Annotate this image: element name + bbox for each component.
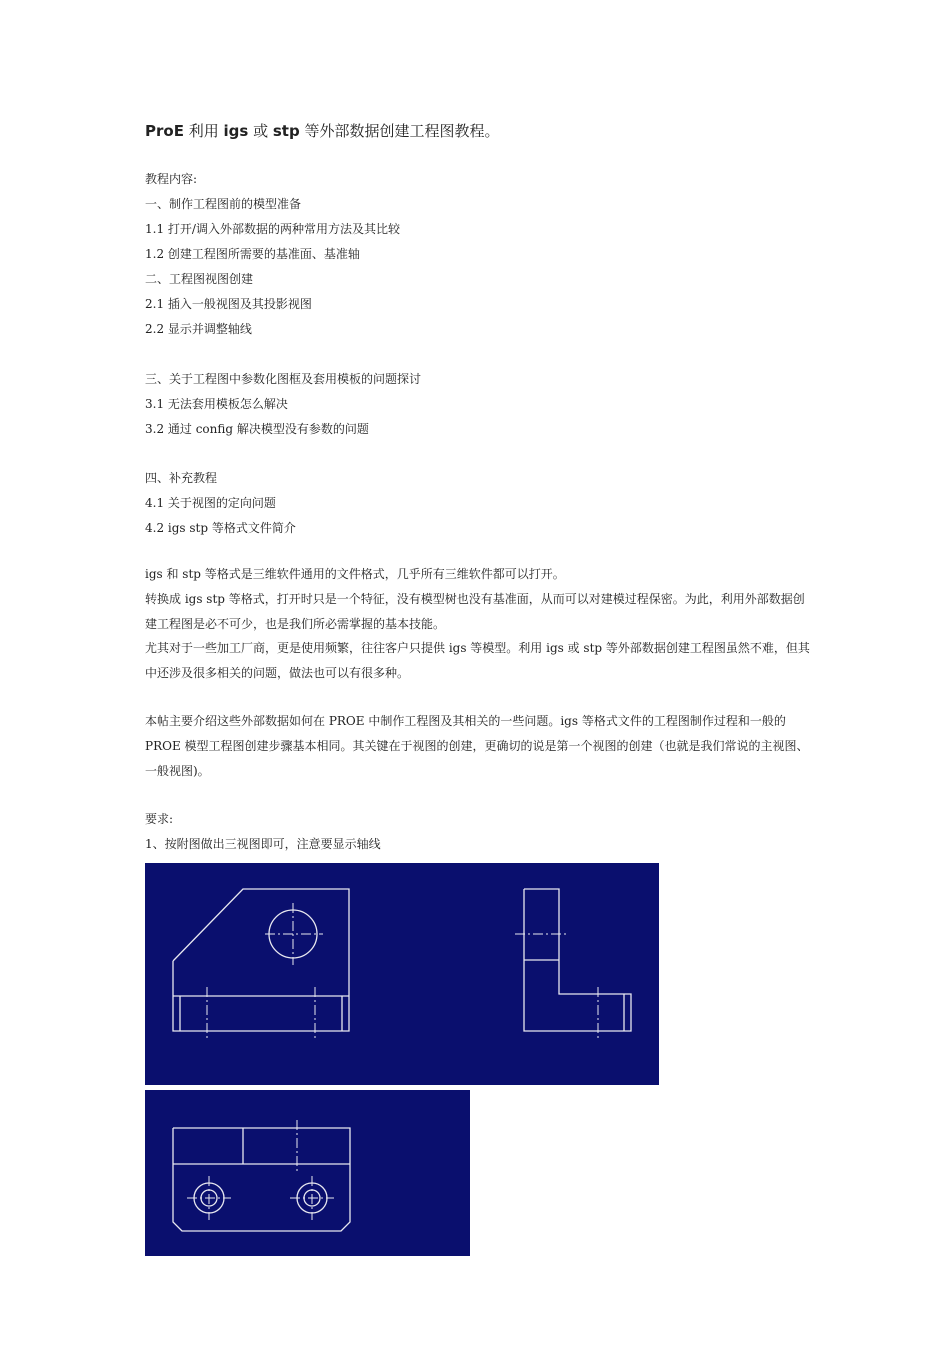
toc-item: 一、制作工程图前的模型准备 [145, 197, 302, 211]
toc-item: 2.1 插入一般视图及其投影视图 [145, 297, 312, 311]
title-text-3: 等外部数据创建工程图教程。 [299, 122, 500, 140]
toc-item: 3.1 无法套用模板怎么解决 [145, 397, 288, 411]
front-view-outline [173, 889, 349, 1031]
title-igs: igs [223, 122, 249, 140]
toc-item: 三、关于工程图中参数化图框及套用模板的问题探讨 [145, 372, 422, 386]
toc-heading: 教程内容: [145, 172, 198, 186]
toc-item: 1.2 创建工程图所需要的基准面、基准轴 [145, 247, 360, 261]
title-text-2: 或 [248, 122, 273, 140]
intro-paragraph-1: igs 和 stp 等格式是三维软件通用的文件格式，几乎所有三维软件都可以打开。 [145, 567, 565, 581]
toc-item: 四、补充教程 [145, 471, 218, 485]
title-text-1: 利用 [183, 122, 224, 140]
toc-item: 3.2 通过 config 解决模型没有参数的问题 [145, 422, 369, 436]
toc-item: 二、工程图视图创建 [145, 272, 254, 286]
top-view-outline [173, 1128, 350, 1231]
intro-paragraph-3: 尤其对于一些加工厂商，更是使用频繁，往往客户只提供 igs 等模型。利用 igs 或 stp 等外部数据创建工程图虽然不难，但其中还涉及很多相关的问题，做法也可以有很多种。 [145, 641, 810, 680]
intro-paragraph-4: 本帖主要介绍这些外部数据如何在 PROE 中制作工程图及其相关的一些问题。igs 等格式文件的工程图制作过程和一般的 PROE 模型工程图创建步骤基本相同。其关键在于视图的创建，更确切的说是第一个视图的创建（也就是我们常说的主视图、一般视图)。 [145, 714, 809, 778]
doc-title [145, 120, 499, 141]
cad-drawing-top-view [145, 1090, 470, 1256]
toc-item: 1.1 打开/调入外部数据的两种常用方法及其比较 [145, 222, 400, 236]
title-stp: stp [272, 122, 300, 140]
requirement-item: 1、按附图做出三视图即可，注意要显示轴线 [145, 837, 381, 851]
title-proe: ProE [145, 122, 184, 140]
requirements-heading: 要求: [145, 812, 174, 826]
cad-drawing-front-side-views [145, 863, 659, 1085]
intro-paragraph-2: 转换成 igs stp 等格式，打开时只是一个特征，没有模型树也没有基准面，从而可以对建模过程保密。为此，利用外部数据创建工程图是必不可少，也是我们所必需掌握的基本技能。 [145, 592, 805, 631]
toc-item: 4.2 igs stp 等格式文件简介 [145, 521, 296, 535]
cad-drawing-svg [145, 863, 659, 1085]
toc-item: 2.2 显示并调整轴线 [145, 322, 252, 336]
toc-item: 4.1 关于视图的定向问题 [145, 496, 276, 510]
cad-drawing-svg [145, 1090, 470, 1256]
